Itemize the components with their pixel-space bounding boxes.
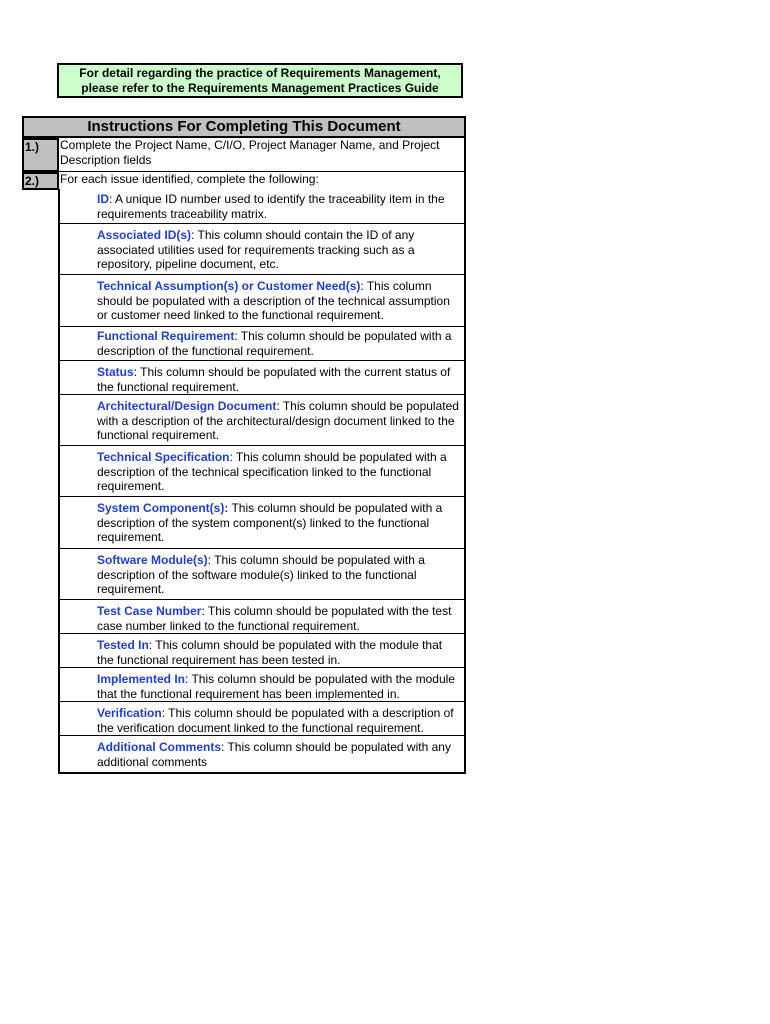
- field-item-status: [60, 361, 464, 395]
- field-item-software-modules: [60, 549, 464, 600]
- field-label: Additional Comments: [97, 740, 222, 754]
- field-description: : This column should be populated with a description of the verification document linked to the functional requirement.: [97, 706, 454, 735]
- field-item-functional-requirement: [60, 327, 464, 361]
- field-label: Tested In: [97, 638, 149, 652]
- field-description: : This column should be populated with a description of the technical specification linked to the functional requirement.: [97, 450, 447, 494]
- field-label: Implemented In: [97, 672, 186, 686]
- step-number-2: 2.): [22, 172, 59, 190]
- field-item-implemented-in: [60, 668, 464, 702]
- field-label: Test Case Number: [97, 604, 202, 618]
- field-item-verification: [60, 702, 464, 736]
- field-item-id: [60, 189, 464, 224]
- step-text-1: Complete the Project Name, C/I/O, Project Manager Name, and Project Description fields: [59, 138, 466, 172]
- field-description: : This column should be populated with the test case number linked to the functional requirement.: [97, 604, 452, 633]
- field-description: : This column should be populated with any additional comments: [97, 740, 451, 769]
- field-label: Technical Assumption(s) or Customer Need(s): [97, 279, 361, 293]
- field-item-technical-assumptions: [60, 275, 464, 327]
- field-label: Status: [97, 365, 134, 379]
- field-descriptions: [58, 189, 466, 774]
- field-description: : This column should be populated with a description of the architectural/design document linked to the functional requirement.: [97, 399, 459, 443]
- field-item-technical-specification: [60, 446, 464, 497]
- field-description: : This column should be populated with a description of the functional requirement.: [97, 329, 452, 358]
- field-description: : This column should contain the ID of any associated utilities used for requirements tracking such as a repository, pipeline document, etc.: [97, 228, 415, 272]
- field-label: ID: [97, 192, 109, 206]
- field-label: Technical Specification: [97, 450, 230, 464]
- field-item-test-case-number: [60, 600, 464, 634]
- field-description: : This column should be populated with the current status of the functional requirement.: [97, 365, 451, 394]
- field-item-architectural-design-document: [60, 395, 464, 446]
- field-description: : This column should be populated with a description of the software module(s) linked to the functional requirement.: [97, 553, 425, 597]
- field-description: : This column should be populated with a description of the technical assumption or customer need linked to the functional requirement.: [97, 279, 450, 323]
- field-description: : A unique ID number used to identify the traceability item in the requirements traceability matrix.: [97, 192, 445, 221]
- field-item-associated-ids: [60, 224, 464, 275]
- field-item-tested-in: [60, 634, 464, 668]
- field-description: This column should be populated with a description of the system component(s) linked to the functional requirement.: [97, 501, 443, 545]
- step-text-2: For each issue identified, complete the following:: [59, 172, 466, 190]
- field-label: Functional Requirement: [97, 329, 235, 343]
- note-line-2: please refer to the Requirements Management Practices Guide: [81, 81, 439, 95]
- step-number-1: 1.): [22, 138, 59, 172]
- field-item-system-components: [60, 497, 464, 549]
- field-item-additional-comments: [60, 736, 464, 772]
- field-label: Architectural/Design Document: [97, 399, 277, 413]
- field-label: Associated ID(s): [97, 228, 192, 242]
- instructions-header: Instructions For Completing This Document: [22, 116, 466, 138]
- field-description: : This column should be populated with the module that the functional requirement has been tested in.: [97, 638, 443, 667]
- field-label: Verification: [97, 706, 162, 720]
- field-label: Software Module(s): [97, 553, 208, 567]
- note-line-1: For detail regarding the practice of Requirements Management,: [79, 66, 441, 80]
- field-label: System Component(s):: [97, 501, 229, 515]
- practices-guide-note: [57, 63, 463, 98]
- field-description: : This column should be populated with the module that the functional requirement has been implemented in.: [97, 672, 455, 701]
